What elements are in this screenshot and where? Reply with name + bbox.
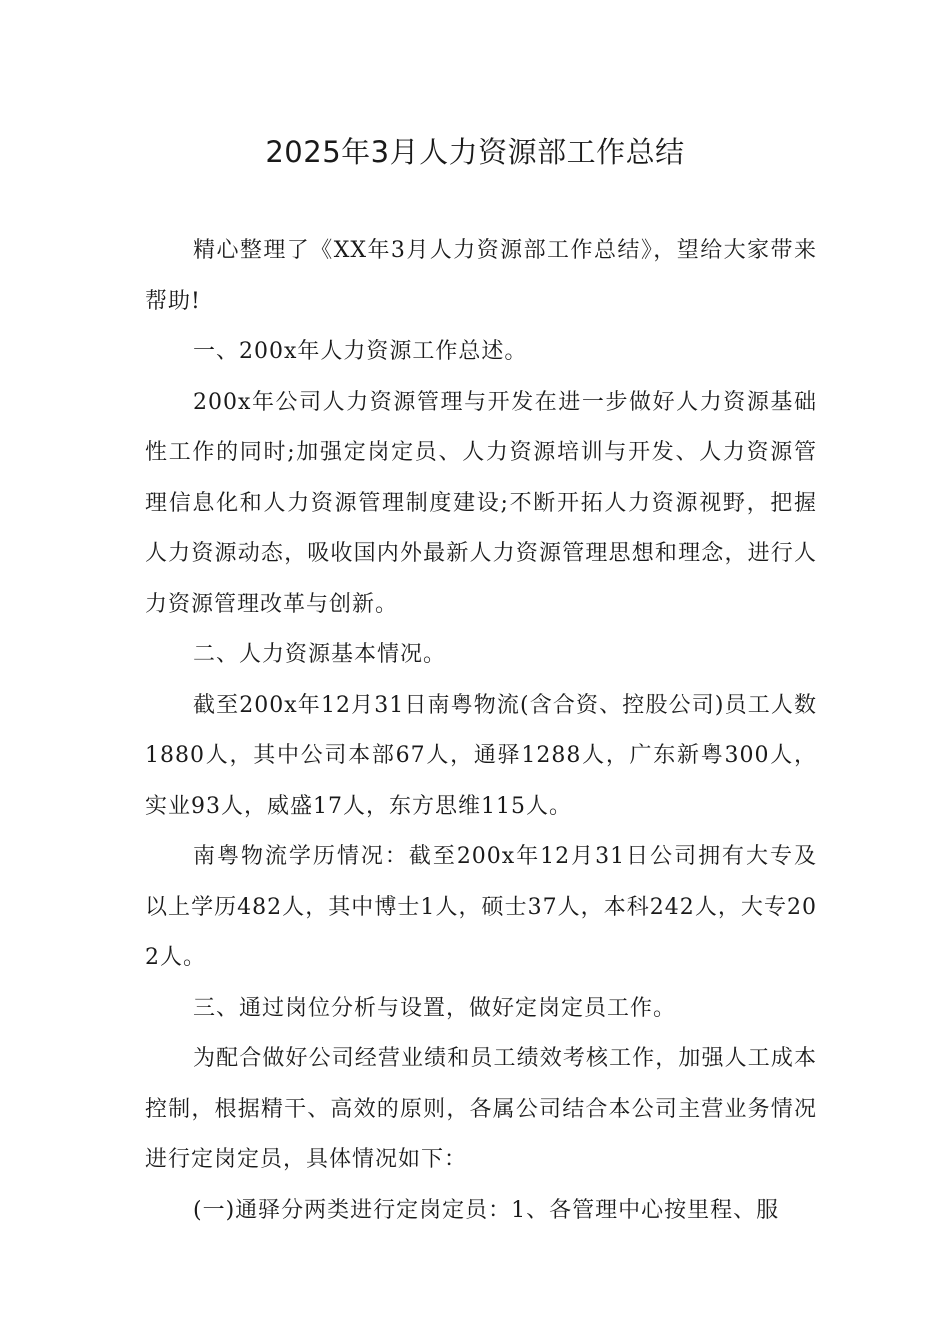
section-heading-2: 二、人力资源基本情况。 xyxy=(193,642,447,667)
paragraph-staffing: 为配合做好公司经营业绩和员工绩效考核工作，加强人工成本控制，根据精干、高效的原则，各属公司结合本公司主营业务情况进行定岗定员，具体情况如下： xyxy=(145,1046,817,1172)
section-heading-1: 一、200x年人力资源工作总述。 xyxy=(193,339,528,364)
section-heading-3: 三、通过岗位分析与设置，做好定岗定员工作。 xyxy=(193,995,677,1021)
document-body xyxy=(145,226,817,1236)
paragraph-intro: 精心整理了《XX年3月人力资源部工作总结》，望给大家带来帮助! xyxy=(145,238,817,314)
paragraph-education: 南粤物流学历情况：截至200x年12月31日公司拥有大专及以上学历482人，其中博士1人，硕士37人，本科242人，大专202人。 xyxy=(145,844,817,970)
paragraph-tongyi: (一)通驿分两类进行定岗定员：1、各管理中心按里程、服 xyxy=(193,1197,780,1223)
document-title: 2025年3月人力资源部工作总结 xyxy=(265,135,685,169)
paragraph-headcount: 截至200x年12月31日南粤物流(含合资、控股公司)员工人数1880人，其中公司本部67人，通驿1288人，广东新粤300人，实业93人，威盛17人，东方思维115人。 xyxy=(145,692,817,819)
paragraph-overview: 200x年公司人力资源管理与开发在进一步做好人力资源基础性工作的同时;加强定岗定员、人力资源培训与开发、人力资源管理信息化和人力资源管理制度建设;不断开拓人力资源视野，把握人力资源动态，吸收国内外最新人力资源管理思想和理念，进行人力资源管理改革与创新。 xyxy=(145,389,817,617)
